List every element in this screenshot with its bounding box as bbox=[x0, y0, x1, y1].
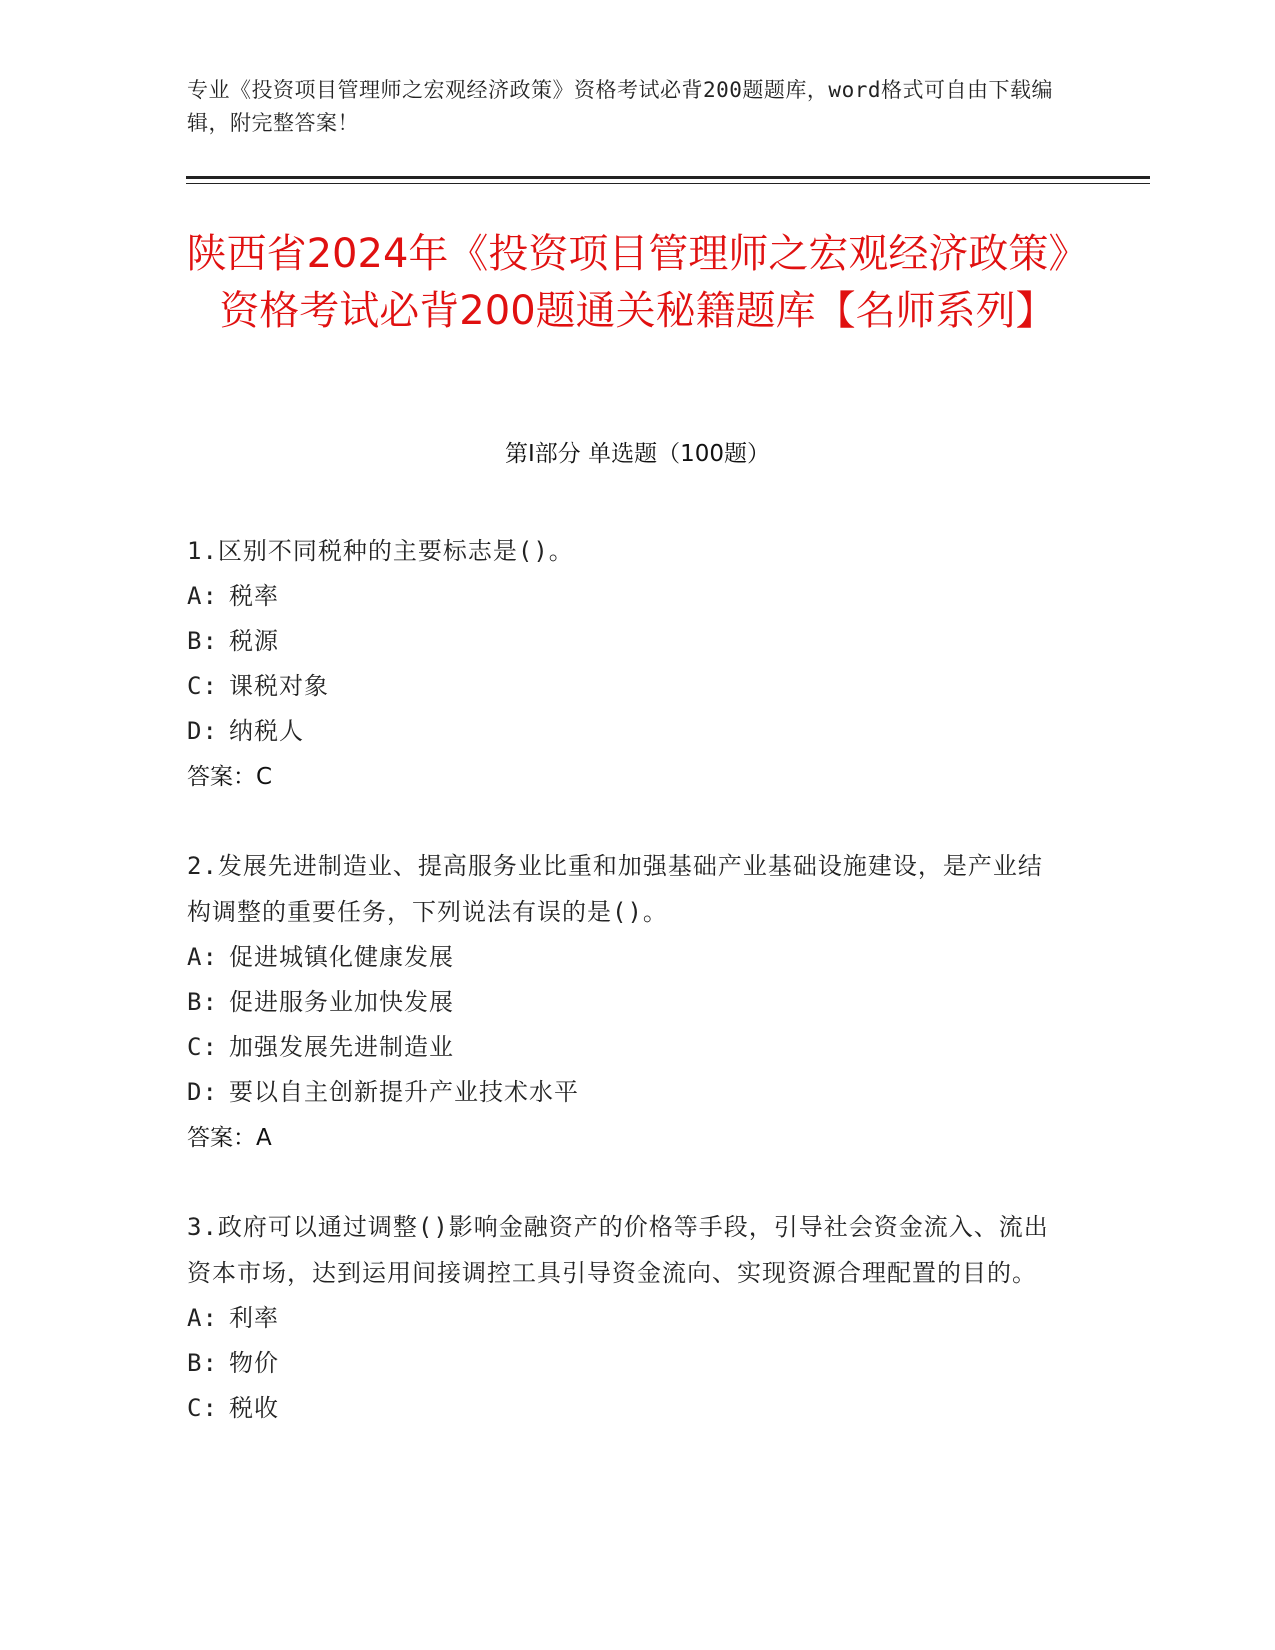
question-text: 1.区别不同税种的主要标志是()。 bbox=[187, 537, 574, 565]
option-text: 要以自主创新提升产业技术水平 bbox=[229, 1078, 579, 1106]
option-text: 税收 bbox=[229, 1394, 279, 1422]
header-note: 专业《投资项目管理师之宏观经济政策》资格考试必背200题题库，word格式可自由下载编辑，附完整答案！ bbox=[187, 78, 1053, 135]
option-text: 课税对象 bbox=[229, 672, 329, 700]
question-1 bbox=[187, 528, 1067, 800]
question-2 bbox=[187, 843, 1067, 1161]
option-text: 税源 bbox=[229, 627, 279, 655]
option-b bbox=[187, 619, 1067, 664]
option-a bbox=[187, 935, 1067, 980]
answer-value: C bbox=[256, 764, 273, 790]
section-heading: 第Ⅰ部分 单选题（100题） bbox=[505, 441, 770, 467]
option-key: C: bbox=[187, 1033, 218, 1061]
option-key: B: bbox=[187, 627, 218, 655]
option-c bbox=[187, 664, 1067, 709]
answer-line bbox=[187, 1115, 1067, 1161]
option-text: 促进服务业加快发展 bbox=[229, 988, 454, 1016]
option-key: C: bbox=[187, 1394, 218, 1422]
option-key: C: bbox=[187, 672, 218, 700]
answer-line bbox=[187, 754, 1067, 800]
answer-label: 答案： bbox=[187, 764, 256, 790]
option-key: B: bbox=[187, 988, 218, 1016]
header-divider-thin bbox=[186, 183, 1150, 184]
option-text: 加强发展先进制造业 bbox=[229, 1033, 454, 1061]
option-key: D: bbox=[187, 1078, 218, 1106]
header-divider-thick bbox=[186, 176, 1150, 179]
option-key: D: bbox=[187, 717, 218, 745]
option-b bbox=[187, 1341, 1067, 1386]
option-c bbox=[187, 1386, 1067, 1431]
question-text: 2.发展先进制造业、提高服务业比重和加强基础产业基础设施建设，是产业结构调整的重要任务，下列说法有误的是()。 bbox=[187, 852, 1043, 926]
option-d bbox=[187, 1070, 1067, 1115]
option-text: 促进城镇化健康发展 bbox=[229, 943, 454, 971]
option-key: B: bbox=[187, 1349, 218, 1377]
option-a bbox=[187, 574, 1067, 619]
option-d bbox=[187, 709, 1067, 754]
option-text: 纳税人 bbox=[229, 717, 304, 745]
option-key: A: bbox=[187, 1304, 218, 1332]
option-b bbox=[187, 980, 1067, 1025]
option-key: A: bbox=[187, 582, 218, 610]
document-title: 陕西省2024年《投资项目管理师之宏观经济政策》资格考试必背200题通关秘籍题库【名师系列】 bbox=[186, 231, 1089, 334]
question-text: 3.政府可以通过调整()影响金融资产的价格等手段，引导社会资金流入、流出资本市场，达到运用间接调控工具引导资金流向、实现资源合理配置的目的。 bbox=[187, 1213, 1049, 1287]
option-text: 物价 bbox=[229, 1349, 279, 1377]
option-text: 利率 bbox=[229, 1304, 279, 1332]
option-text: 税率 bbox=[229, 582, 279, 610]
option-a bbox=[187, 1296, 1067, 1341]
answer-value: A bbox=[256, 1125, 272, 1151]
question-3 bbox=[187, 1204, 1067, 1431]
answer-label: 答案： bbox=[187, 1125, 256, 1151]
option-key: A: bbox=[187, 943, 218, 971]
question-list bbox=[187, 528, 1067, 1474]
option-c bbox=[187, 1025, 1067, 1070]
